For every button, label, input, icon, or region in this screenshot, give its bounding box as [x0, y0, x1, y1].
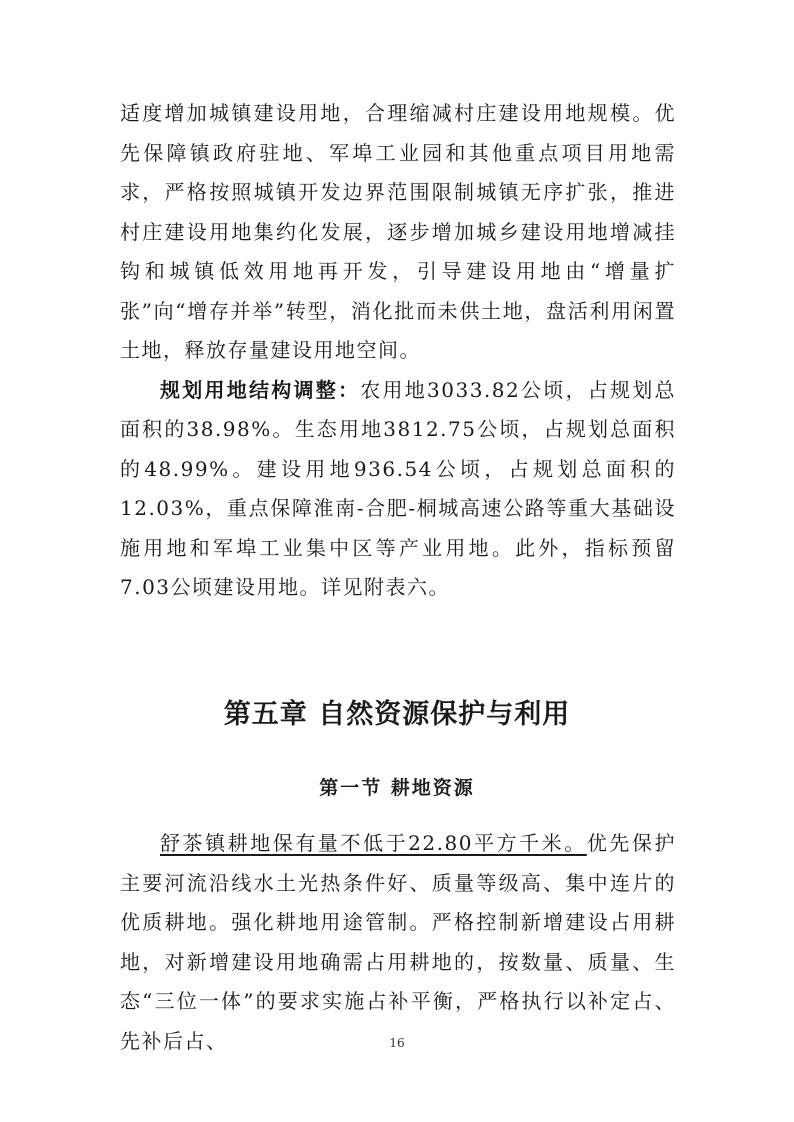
body-text-bottom: [120, 824, 676, 1061]
paragraph-farmland: [120, 824, 676, 1061]
paragraph-land-structure: [120, 371, 676, 608]
page-number: 16: [389, 1036, 405, 1050]
paragraph-farmland-body: 优先保护主要河流沿线水土光热条件好、质量等级高、集中连片的优质耕地。强化耕地用途管制。严格控制新增建设占用耕地，对新增建设用地确需占用耕地的，按数量、质量、生态“三位一体”的要求实施占补平衡，严格执行以补定占、先补后占、: [120, 831, 676, 1053]
paragraph-land-structure-body: 农用地3033.82公顷，占规划总面积的38.98%。生态用地3812.75公顷，占规划总面积的48.99%。建设用地936.54公顷，占规划总面积的12.03%，重点保障淮南-合肥-桐城高速公路等重大基础设施用地和军埠工业集中区等产业用地。此外，指标预留7.03公顷建设用地。详见附表六。: [120, 377, 676, 599]
farmland-target-underlined: 舒茶镇耕地保有量不低于22.80平方千米。: [160, 831, 587, 855]
paragraph-land-use-continued: 适度增加城镇建设用地，合理缩减村庄建设用地规模。优先保障镇政府驻地、军埠工业园和其他重点项目用地需求，严格按照城镇开发边界范围限制城镇无序扩张，推进村庄建设用地集约化发展，逐步增加城乡建设用地增减挂钩和城镇低效用地再开发，引导建设用地由“增量扩张”向“增存并举”转型，消化批而未供土地，盘活利用闲置土地，释放存量建设用地空间。: [120, 101, 676, 362]
body-text-top: [120, 94, 676, 608]
section-title: 第一节 耕地资源: [319, 777, 475, 799]
paragraph-lead-label: 规划用地结构调整：: [160, 377, 361, 402]
chapter-title: 第五章 自然资源保护与利用: [223, 699, 571, 730]
